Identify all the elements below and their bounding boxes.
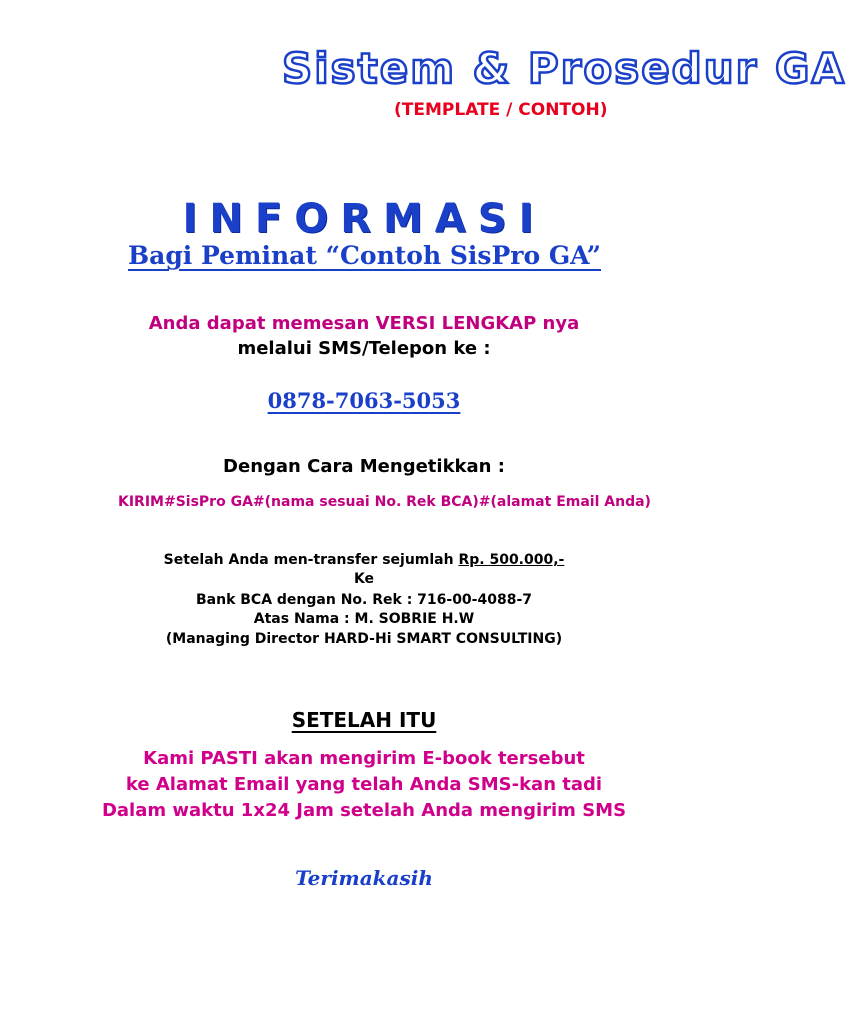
order-line-1: Anda dapat memesan VERSI LENGKAP nya [148,313,580,334]
transfer-line [0,552,728,568]
after-line-1: Kami PASTI akan mengirim E-book tersebut [143,748,585,769]
after-line-3: Dalam waktu 1x24 Jam setelah Anda mengirim SMS [101,800,627,821]
transfer-amount: Rp. 500.000,- [458,552,565,568]
phone-number: 0878-7063-5053 [267,388,461,413]
after-line-2: ke Alamat Email yang telah Anda SMS-kan tadi [125,774,603,795]
transfer-to: Ke [353,571,375,587]
closing-text: Terimakasih [295,866,433,890]
order-line-2: melalui SMS/Telepon ke : [237,338,491,359]
setelah-itu-heading: SETELAH ITU [291,708,437,732]
account-role: (Managing Director HARD-Hi SMART CONSULTING) [165,631,563,647]
informasi-heading: INFORMASI [182,196,546,242]
page-title: Sistem & Prosedur GA [282,44,846,93]
bank-account: Bank BCA dengan No. Rek : 716-00-4088-7 [195,592,533,608]
sms-format: KIRIM#SisPro GA#(nama sesuai No. Rek BCA)#(alamat Email Anda) [118,494,651,510]
template-label: (TEMPLATE / CONTOH) [394,100,608,120]
method-label: Dengan Cara Mengetikkan : [223,456,505,477]
transfer-prefix: Setelah Anda men-transfer sejumlah [163,552,459,568]
peminat-subheading: Bagi Peminat “Contoh SisPro GA” [128,241,601,270]
account-name: Atas Nama : M. SOBRIE H.W [253,611,475,627]
